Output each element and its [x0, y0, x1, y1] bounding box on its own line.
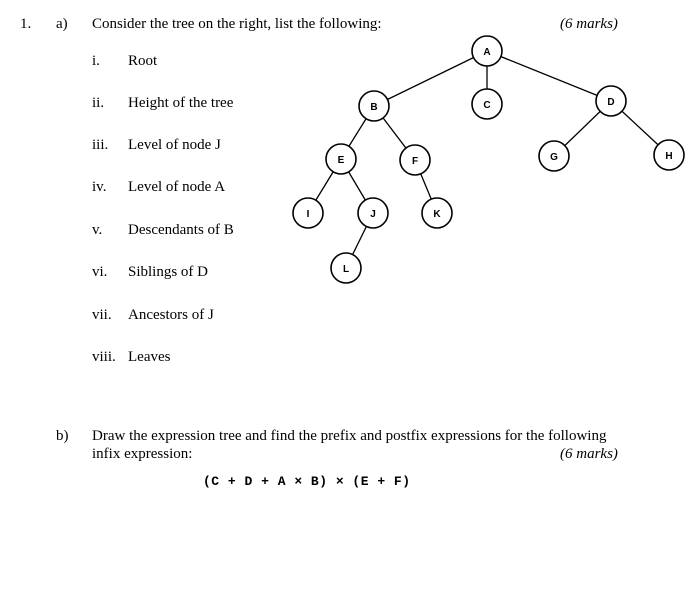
node-label: E — [337, 155, 345, 166]
tree-node-f — [400, 145, 430, 175]
node-label: H — [665, 151, 673, 162]
tree-node-i — [293, 198, 323, 228]
infix-expression: (C + D + A × B) × (E + F) — [203, 474, 411, 489]
node-label: D — [607, 97, 615, 108]
node-label: J — [370, 209, 376, 220]
tree-node-a — [472, 36, 502, 66]
tree-node-k — [422, 198, 452, 228]
part-b-prompt-line1: Draw the expression tree and find the prefix and postfix expressions for the following — [92, 428, 607, 444]
edge-a-d — [487, 51, 611, 101]
part-a-prompt: Consider the tree on the right, list the following: — [92, 16, 382, 32]
item-numeral: vi. — [92, 264, 108, 280]
tree-node-l — [331, 253, 361, 283]
node-label: K — [433, 209, 441, 220]
tree-node-b — [359, 91, 389, 121]
node-label: B — [370, 102, 378, 113]
tree-node-e — [326, 144, 356, 174]
item-text: Siblings of D — [128, 264, 209, 280]
node-label: I — [306, 209, 310, 220]
tree-node-d — [596, 86, 626, 116]
item-numeral: i. — [92, 53, 100, 69]
part-b-marks: (6 marks) — [560, 446, 618, 462]
part-b-label: b) — [56, 428, 69, 444]
tree-node-c — [472, 89, 502, 119]
item-text: Descendants of B — [128, 222, 234, 238]
part-a-marks: (6 marks) — [560, 16, 618, 32]
part-b-prompt-line2: infix expression: — [92, 446, 193, 462]
part-a-label: a) — [56, 16, 68, 32]
item-numeral: viii. — [92, 349, 116, 365]
node-label: L — [342, 264, 350, 275]
node-label: G — [550, 152, 558, 163]
tree-edges — [308, 51, 669, 268]
node-label: A — [483, 47, 491, 58]
item-numeral: v. — [92, 222, 103, 238]
item-text: Root — [128, 53, 158, 69]
tree-node-g — [539, 141, 569, 171]
tree-node-h — [654, 140, 684, 170]
item-text: Height of the tree — [128, 95, 234, 111]
item-text: Ancestors of J — [128, 307, 214, 323]
question-number: 1. — [20, 16, 32, 32]
item-text: Level of node A — [128, 179, 226, 195]
edge-a-b — [374, 51, 487, 106]
item-numeral: vii. — [92, 307, 112, 323]
tree-node-j — [358, 198, 388, 228]
item-text: Level of node J — [128, 137, 221, 153]
item-numeral: ii. — [92, 95, 105, 111]
item-text: Leaves — [128, 349, 171, 365]
item-numeral: iii. — [92, 137, 109, 153]
node-label: F — [411, 156, 419, 167]
node-label: C — [483, 100, 491, 111]
item-numeral: iv. — [92, 179, 107, 195]
